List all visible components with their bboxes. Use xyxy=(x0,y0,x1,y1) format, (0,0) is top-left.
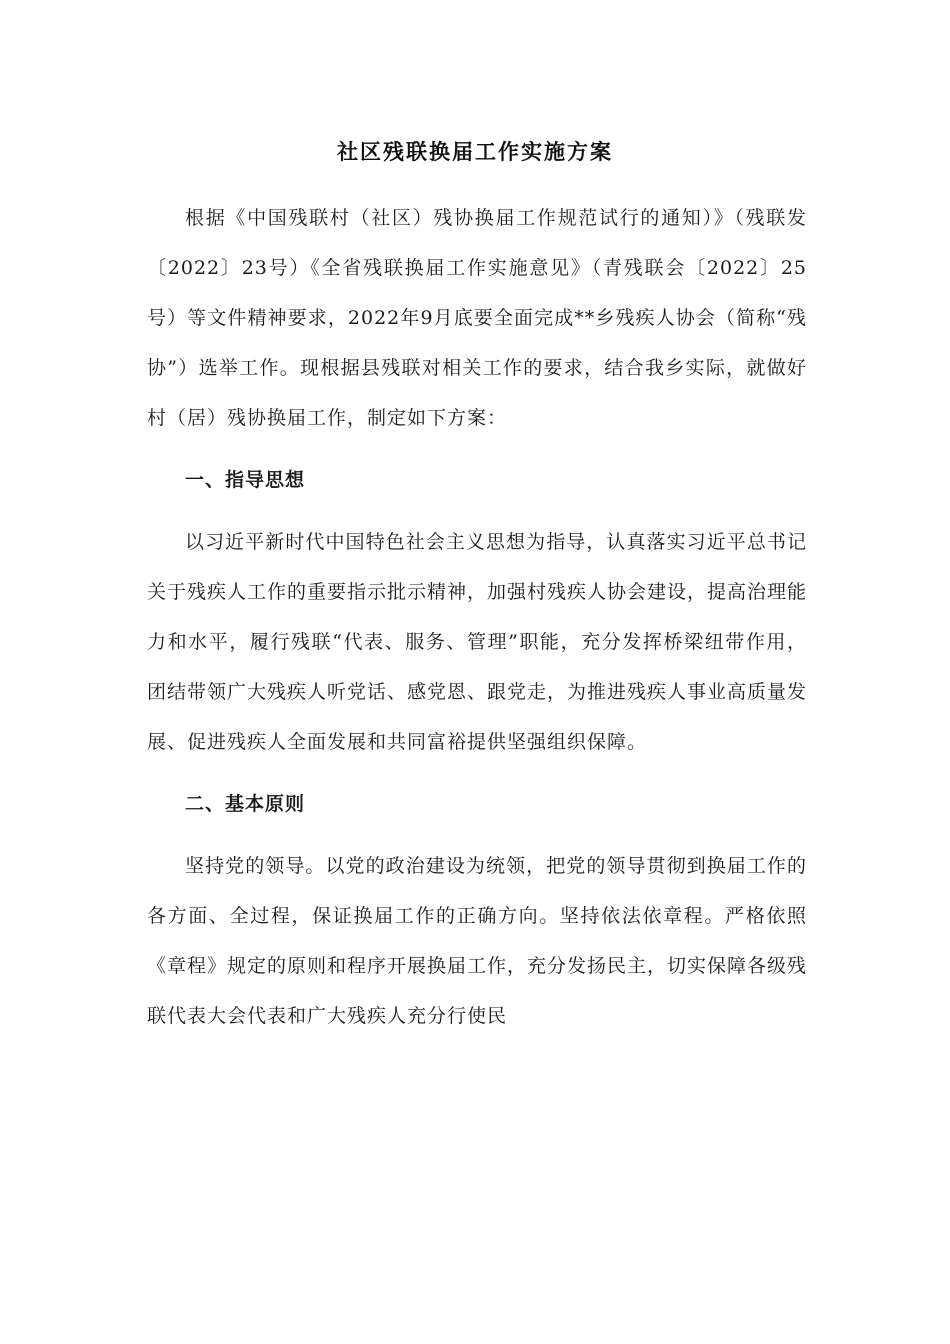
intro-paragraph: 根据《中国残联村（社区）残协换届工作规范试行的通知）》（残联发〔2022〕23号）《全省残联换届工作实施意见》（青残联会〔2022〕25号）等文件精神要求，2022年9月底要全面完成**乡残疾人协会（简称“残协”）选举工作。现根据县残联对相关工作的要求，结合我乡实际，就做好村（居）残协换届工作，制定如下方案： xyxy=(147,207,807,429)
document-title: 社区残联换届工作实施方案 xyxy=(337,140,613,164)
section-paragraph-basic-principles: 坚持党的领导。以党的政治建设为统领，把党的领导贯彻到换届工作的各方面、全过程，保证换届工作的正确方向。坚持依法依章程。严格依照《章程》规定的原则和程序开展换届工作，充分发扬民主，切实保障各级残联代表大会代表和广大残疾人充分行使民 xyxy=(147,855,808,1027)
section-heading-guiding-ideology: 一、指导思想 xyxy=(185,469,306,491)
section-paragraph-guiding-ideology: 以习近平新时代中国特色社会主义思想为指导，认真落实习近平总书记关于残疾人工作的重要指示批示精神，加强村残疾人协会建设，提高治理能力和水平，履行残联“代表、服务、管理”职能，充分发挥桥梁纽带作用，团结带领广大残疾人听党话、感党恩、跟党走，为推进残疾人事业高质量发展、促进残疾人全面发展和共同富裕提供坚强组织保障。 xyxy=(147,531,808,753)
document-body xyxy=(147,193,807,1041)
section-heading-basic-principles: 二、基本原则 xyxy=(185,793,306,815)
